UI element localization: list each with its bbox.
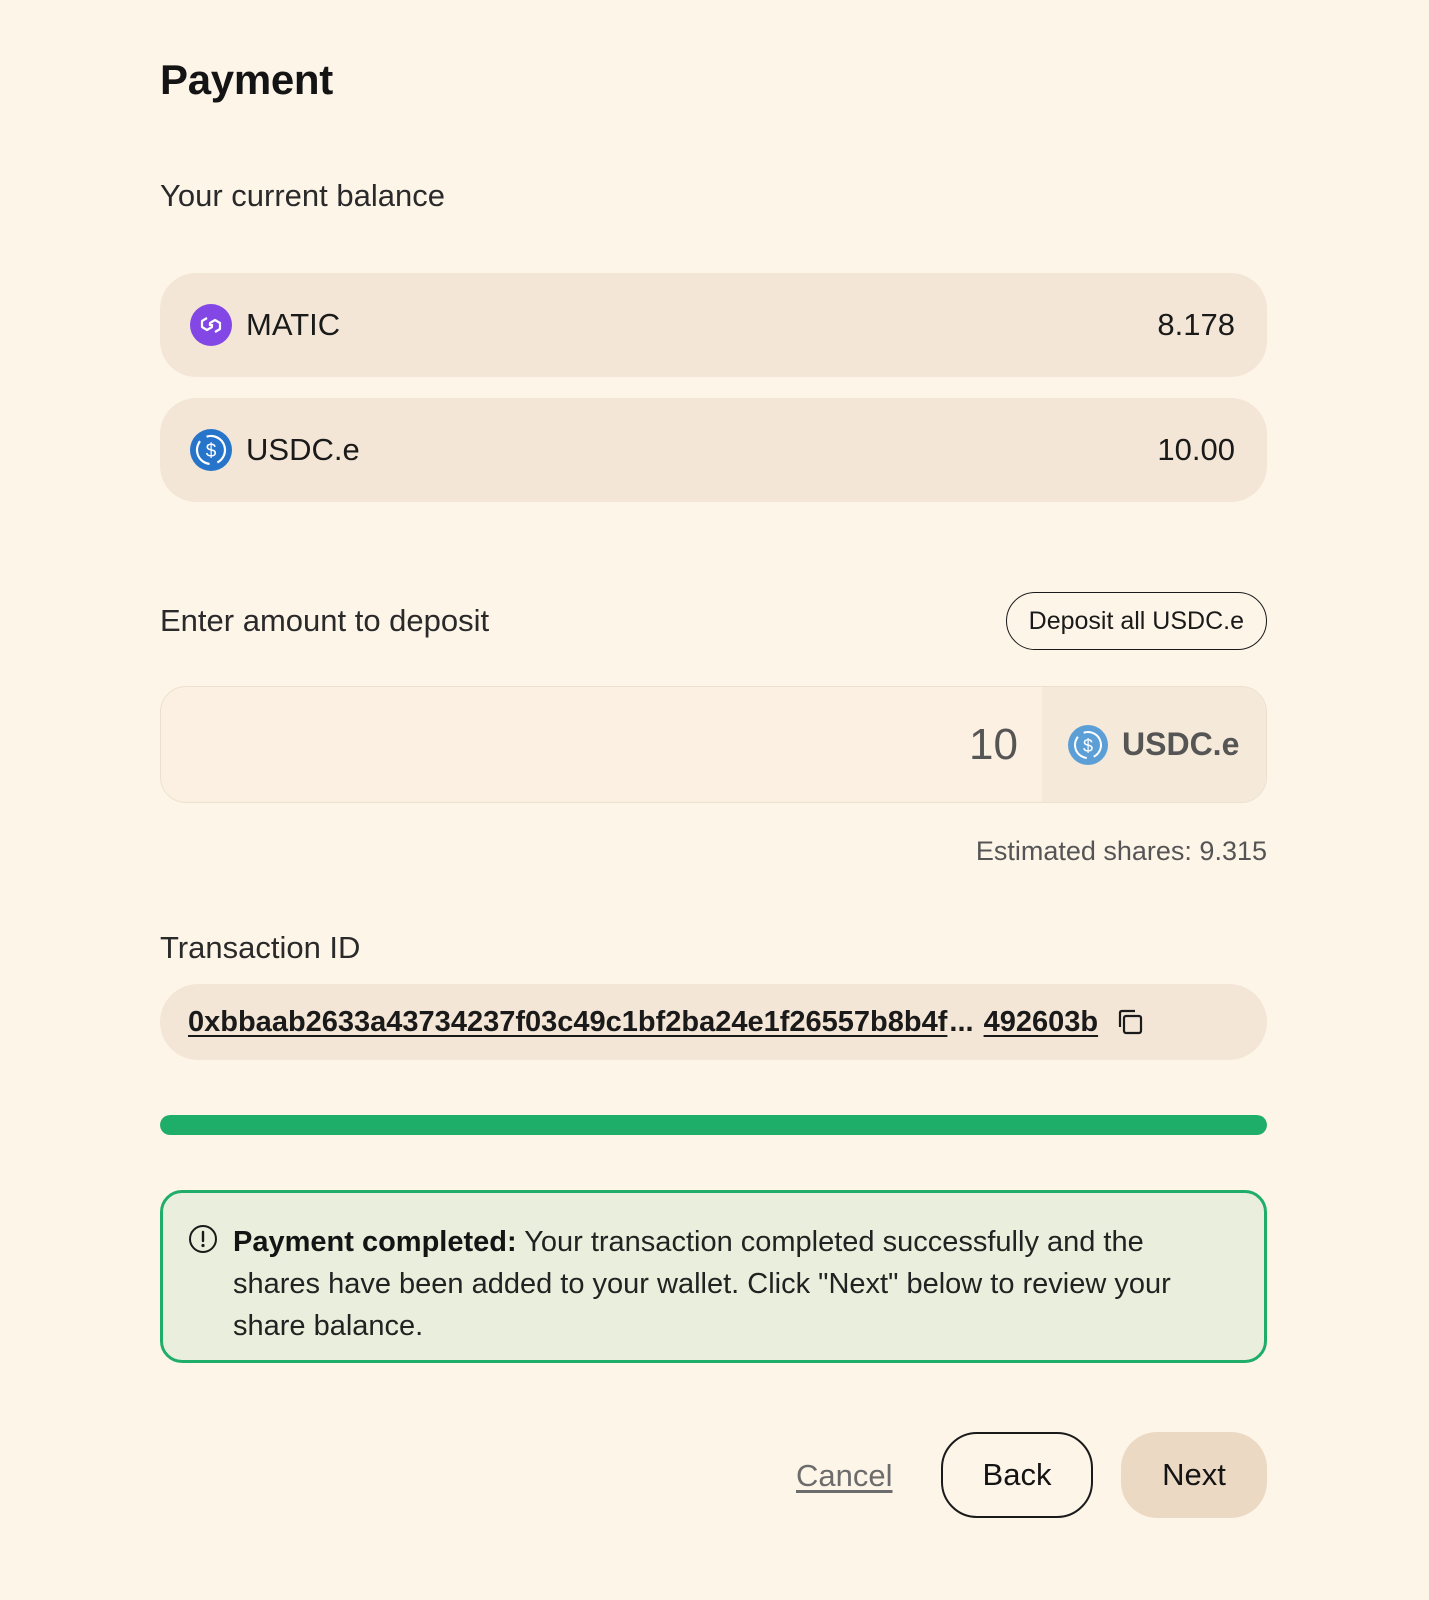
token-amount: 10.00 — [1157, 432, 1235, 467]
estimated-shares: Estimated shares: 9.315 — [975, 836, 1267, 866]
deposit-all-button[interactable]: Deposit all USDC.e — [1006, 592, 1267, 650]
transaction-id-link[interactable]: 0xbbaab2633a43734237f03c49c1bf2ba24e1f26557b8b4f — [188, 1005, 948, 1038]
payment-success-alert — [160, 1190, 1267, 1363]
transaction-id-box — [160, 984, 1267, 1060]
token-amount: 8.178 — [1157, 307, 1235, 342]
progress-bar-fill — [160, 1115, 1267, 1135]
deposit-amount-input[interactable] — [161, 687, 1042, 802]
transaction-id-ellipsis: ... — [949, 1005, 974, 1038]
deposit-label: Enter amount to deposit — [160, 603, 490, 638]
progress-bar — [160, 1115, 1267, 1135]
usdc-icon — [1068, 725, 1108, 765]
balance-row-matic — [160, 273, 1267, 377]
usdc-icon — [190, 429, 232, 471]
balance-row-usdc — [160, 398, 1267, 502]
svg-text:$: $ — [205, 441, 217, 462]
back-button[interactable]: Back — [941, 1432, 1093, 1518]
svg-text:$: $ — [1082, 735, 1094, 756]
token-name: MATIC — [246, 307, 341, 342]
cancel-link[interactable]: Cancel — [796, 1458, 893, 1493]
amount-unit — [1042, 687, 1266, 802]
token-name: USDC.e — [246, 432, 360, 467]
next-button[interactable]: Next — [1121, 1432, 1267, 1518]
polygon-icon — [190, 304, 232, 346]
amount-unit-label: USDC.e — [1122, 726, 1240, 762]
alert-title: Payment completed: — [233, 1226, 517, 1258]
amount-field — [160, 686, 1267, 803]
transaction-id-tail-link[interactable]: 492603b — [983, 1005, 1099, 1038]
transaction-label: Transaction ID — [160, 930, 361, 965]
balance-label: Your current balance — [160, 178, 445, 213]
alert-message: Your transaction completed successfully and the shares have been added to your wallet. Click "Next" below to review your share balance. — [233, 1226, 1171, 1342]
info-icon — [187, 1223, 219, 1255]
alert-text — [233, 1221, 1238, 1347]
page-title: Payment — [160, 56, 333, 103]
copy-icon[interactable] — [1114, 1006, 1146, 1038]
